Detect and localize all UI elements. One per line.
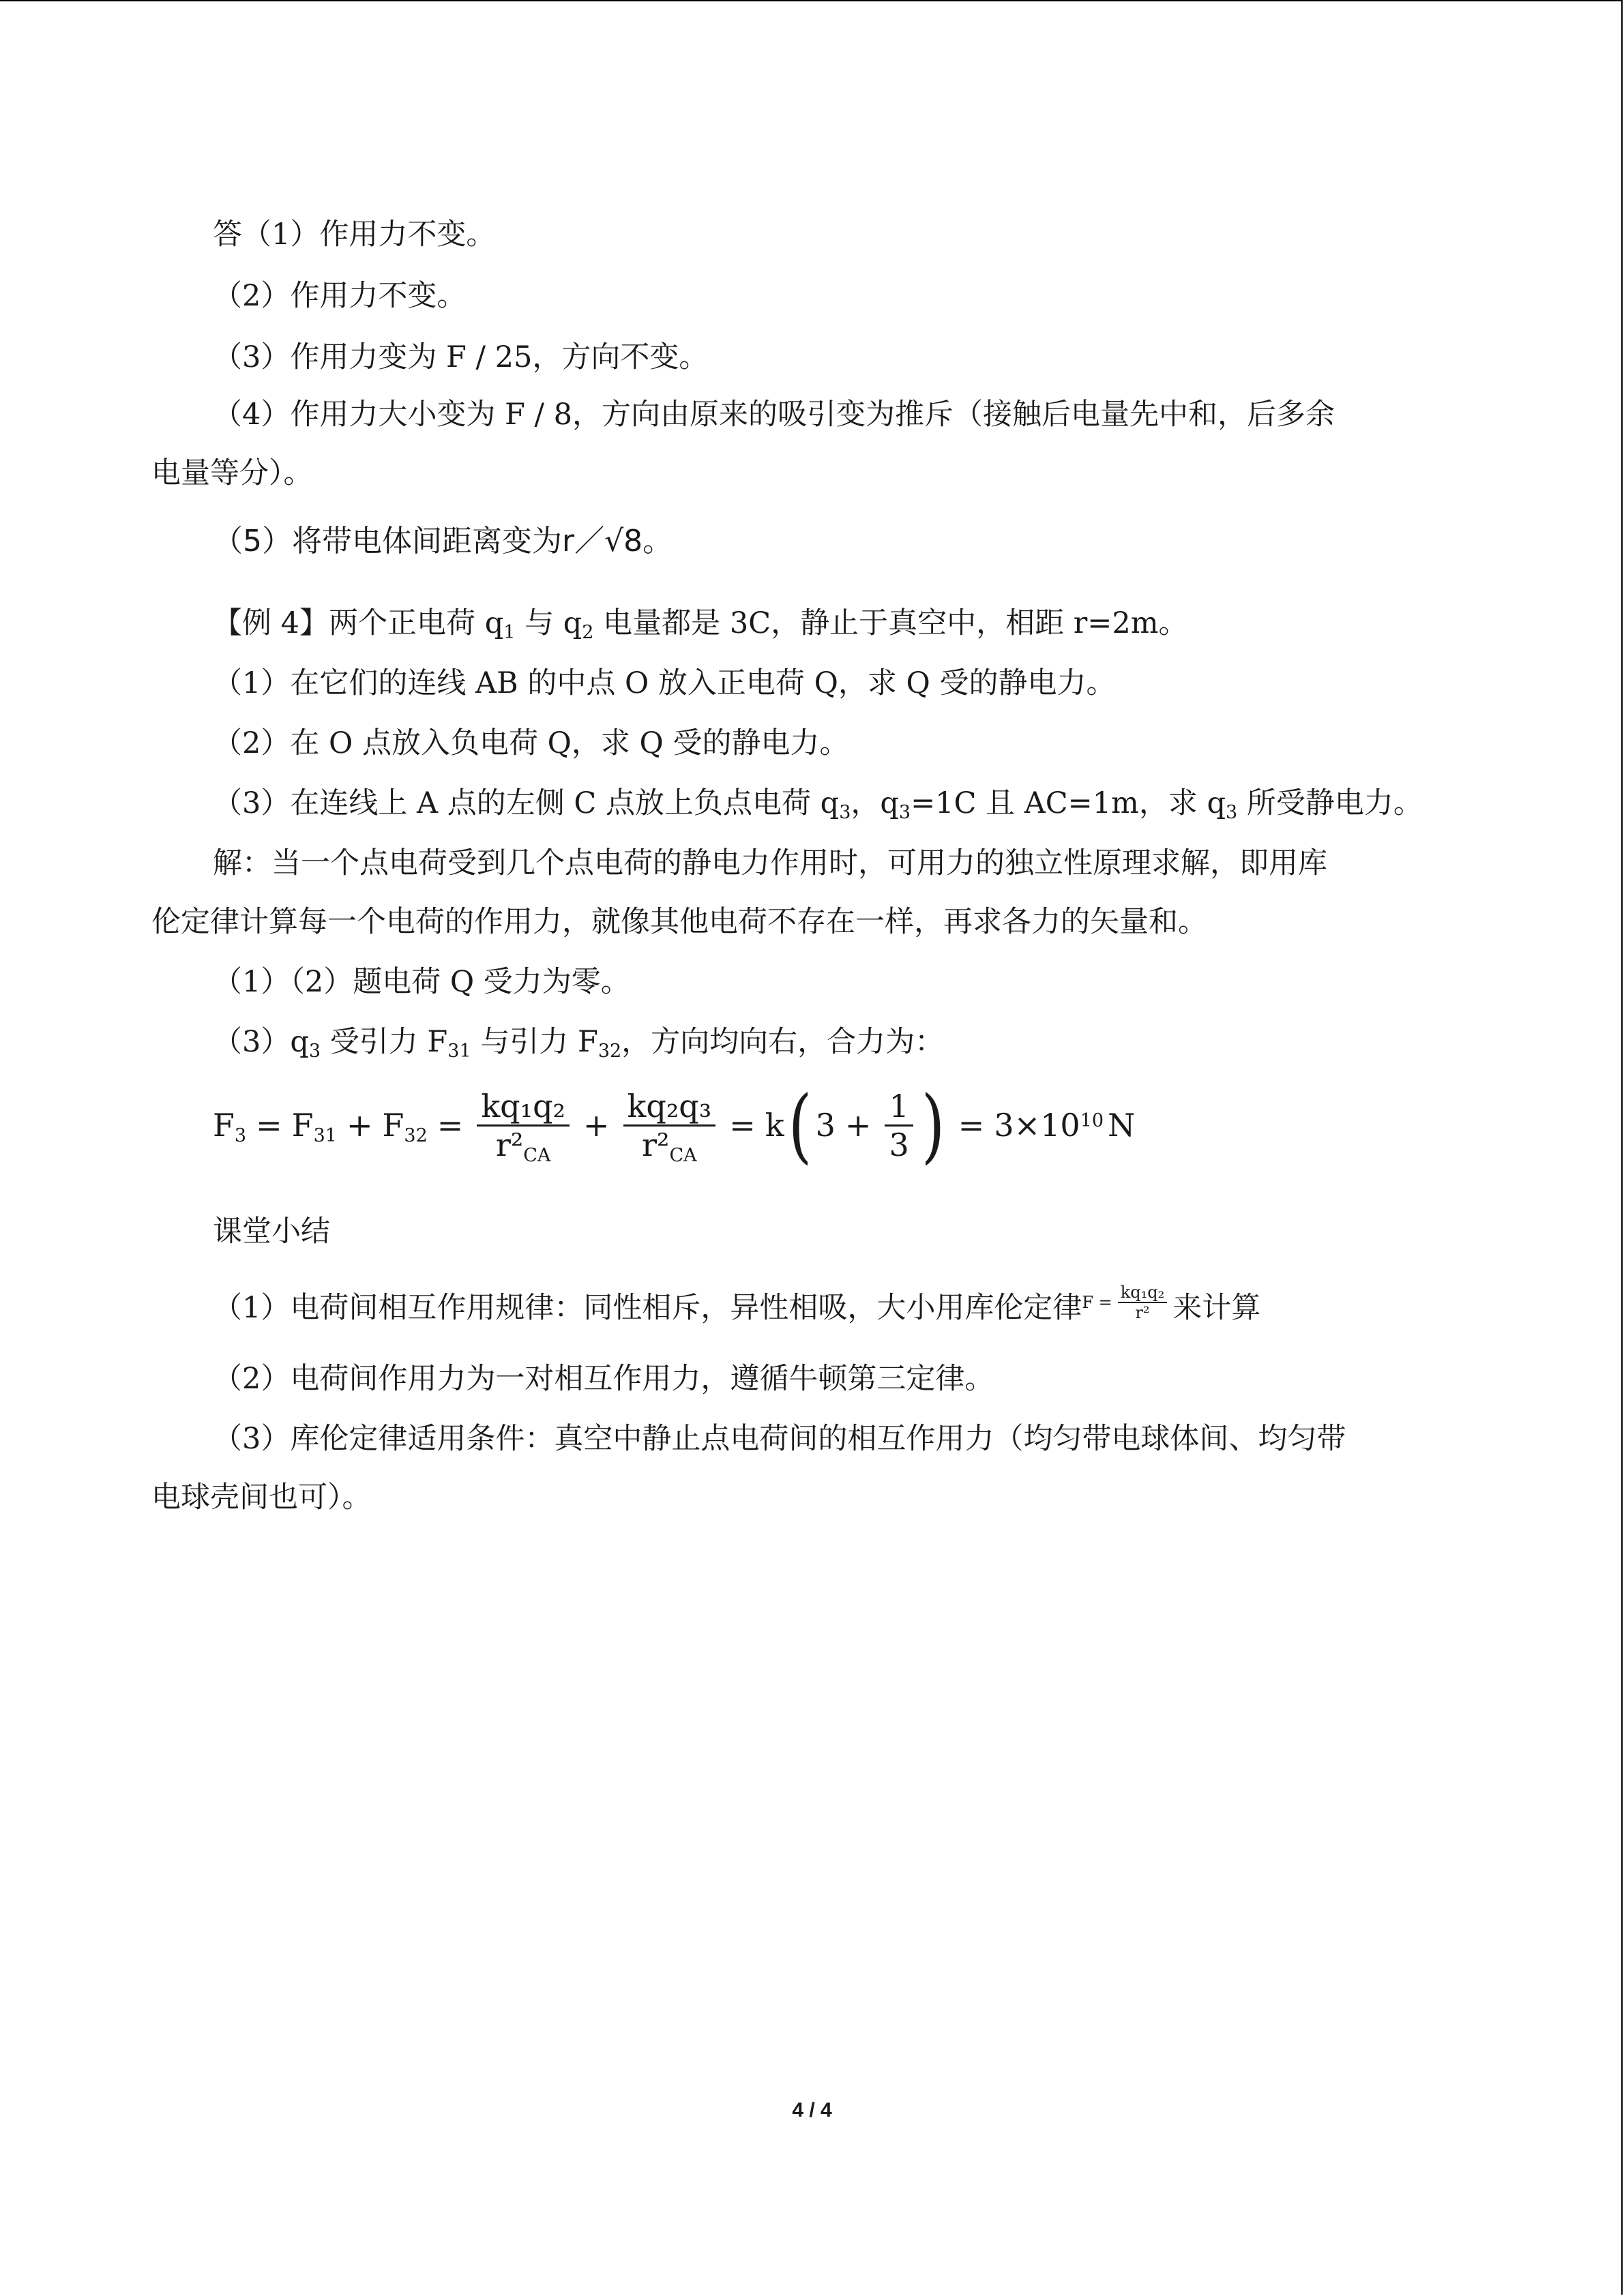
answer-4-line1: （4）作用力大小变为 F / 8，方向由原来的吸引变为推斥（接触后电量先中和，后多余	[213, 398, 1335, 432]
eq-left-paren: (	[788, 1078, 812, 1172]
eq-fraction-1: $\frac{\text{kq₁q₂}}{r^2_{CA}}$	[477, 1090, 570, 1161]
summary-title: 课堂小结	[213, 1214, 330, 1249]
eq-result: $3\times 10^{10}$ N	[994, 1107, 1136, 1144]
eq-k: k	[765, 1107, 784, 1144]
answer-4-line2: 电量等分）。	[151, 456, 313, 490]
force-equation	[213, 1077, 1135, 1173]
example4-stem: 【例 4】两个正电荷 $q_1$ 与 $q_2$ 电量都是 3C，静止于真空中，相距 r=2m。	[213, 606, 1188, 643]
eq-equals-1: =	[256, 1107, 282, 1144]
eq-right-paren: )	[921, 1078, 945, 1172]
eq-fraction-2: $\frac{\text{kq₂q₃}}{r^2_{CA}}$	[623, 1090, 716, 1161]
eq-term-f31: $F_{31}$	[291, 1107, 337, 1146]
answer-1: 答（1）作用力不变。	[213, 218, 496, 252]
coulomb-formula: F = $\frac{\text{kq₁q₂}}{\text{r²}}$	[1082, 1282, 1172, 1323]
solution-part12: （1）（2）题电荷 Q 受力为零。	[213, 965, 630, 999]
summary-2: （2）电荷间作用力为一对相互作用力，遵循牛顿第三定律。	[213, 1362, 994, 1396]
answer-3: （3）作用力变为 F / 25，方向不变。	[213, 340, 709, 374]
solution-line2: 伦定律计算每一个电荷的作用力，就像其他电荷不存在一样，再求各力的矢量和。	[151, 905, 1207, 939]
eq-plus-3: +	[844, 1107, 872, 1144]
solution-line1: 解：当一个点电荷受到几个点电荷的静电力作用时，可用力的独立性原理求解，即用库	[213, 846, 1327, 880]
summary-3-line2: 电球壳间也可）。	[151, 1480, 372, 1515]
solution-part3: $(3)q_3$ 受引力 $F_{31}$ 与引力 $F_{32}$，方向均向右，合力为：	[213, 1025, 945, 1062]
eq-three: 3	[815, 1107, 836, 1144]
eq-plus-2: +	[582, 1107, 610, 1144]
summary-1: （1）电荷间相互作用规律：同性相斥，异性相吸，大小用库伦定律 F = $\frac{\text{kq₁q₂}}{\text{r²}}$ 来计算	[213, 1283, 1261, 1325]
summary-3-line1: （3）库伦定律适用条件：真空中静止点电荷间的相互作用力（均匀带电球体间、均匀带	[213, 1422, 1346, 1456]
answer-2: （2）作用力不变。	[213, 279, 467, 313]
eq-equals-4: =	[958, 1107, 985, 1144]
example4-question-2: （2）在 O 点放入负电荷 Q，求 Q 受的静电力。	[213, 726, 849, 760]
eq-fraction-third: $\frac{1}{3}$	[885, 1090, 913, 1161]
eq-equals-3: =	[729, 1107, 756, 1144]
eq-plus-1: +	[346, 1107, 373, 1144]
eq-lhs: $F_3$	[213, 1107, 247, 1146]
eq-term-f32: $F_{32}$	[382, 1107, 428, 1146]
answer-5: （5）将带电体间距离变为r／√8。	[213, 524, 673, 558]
eq-equals-2: =	[437, 1107, 464, 1144]
example4-question-3: （3）在连线上 A 点的左侧 C 点放上负点电荷 $q_3$，$q_3=1C$ 且 AC=1m，求 $q_3$ 所受静电力。	[213, 786, 1423, 823]
example4-question-1: （1）在它们的连线 AB 的中点 O 放入正电荷 Q，求 Q 受的静电力。	[213, 666, 1116, 700]
page-number: 4 / 4	[792, 2099, 832, 2121]
